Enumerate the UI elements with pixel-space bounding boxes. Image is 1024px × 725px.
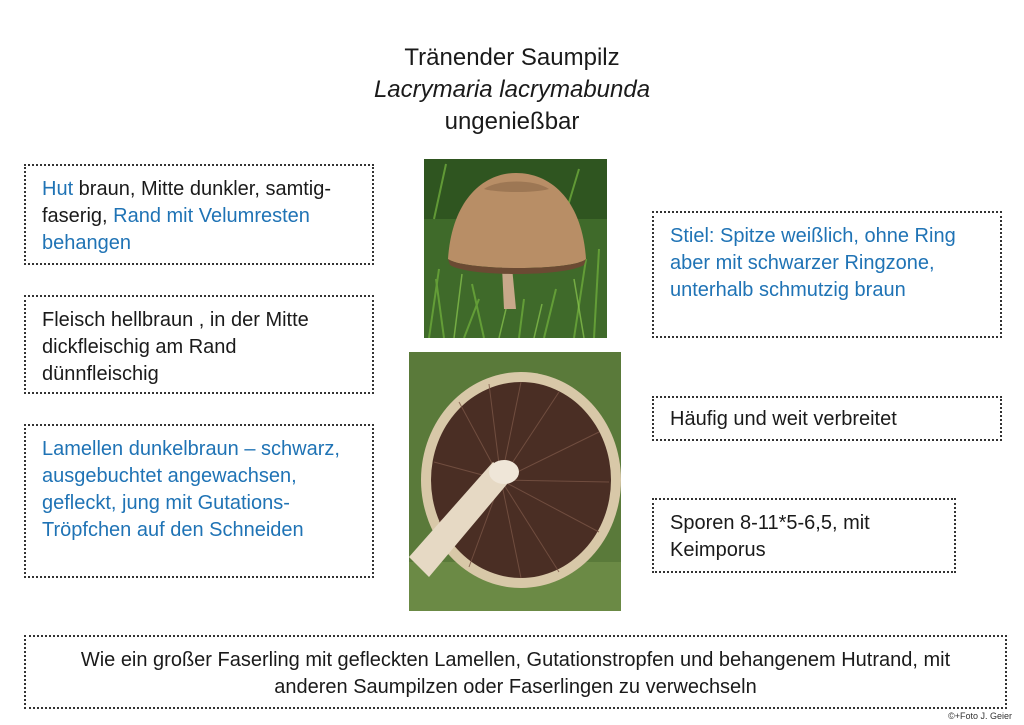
- sporen-box: [652, 498, 956, 573]
- verwechslung-text: Wie ein großer Faserling mit gefleckten Lamellen, Gutationstropfen und behangenem Hutrand, mit anderen Saumpilzen oder Faserlingen zu verwechseln: [80, 649, 951, 698]
- verwechslung-box: [24, 635, 1007, 709]
- photo-credit: ©+Foto J. Geier: [948, 711, 1012, 721]
- edibility: ungenießbar: [444, 108, 580, 135]
- common-name: Tränender Saumpilz: [404, 44, 620, 71]
- haeufigkeit-text: Häufig und weit verbreitet: [670, 408, 897, 430]
- latin-name: Lacrymaria lacrymabunda: [373, 76, 651, 103]
- stiel-text: Stiel: Spitze weißlich, ohne Ring aber mit schwarzer Ringzone, unterhalb schmutzig braun: [670, 225, 956, 301]
- hut-label: Hut: [42, 178, 74, 200]
- photo-gills: [409, 352, 621, 611]
- fleisch-text: Fleisch hellbraun , in der Mitte dickfleischig am Rand dünnfleischig: [42, 309, 309, 385]
- sporen-text: Sporen 8-11*5-6,5, mit Keimporus: [670, 512, 870, 561]
- photo-cap: [424, 159, 607, 338]
- lamellen-text: Lamellen dunkelbraun – schwarz, ausgebuchtet angewachsen, gefleckt, jung mit Gutations-Tröpfchen auf den Schneiden: [42, 438, 340, 541]
- lamellen-box: [24, 424, 374, 578]
- fleisch-box: [24, 295, 374, 394]
- mushroom-gills-image: [409, 352, 621, 611]
- stiel-box: [652, 211, 1002, 338]
- mushroom-cap-image: [424, 159, 607, 338]
- haeufigkeit-box: [652, 396, 1002, 441]
- hut-rand-text: Rand mit Velumresten behangen: [42, 205, 310, 254]
- hut-box: [24, 164, 374, 265]
- hut-text: braun, Mitte dunkler, samtig-faserig,: [42, 178, 332, 227]
